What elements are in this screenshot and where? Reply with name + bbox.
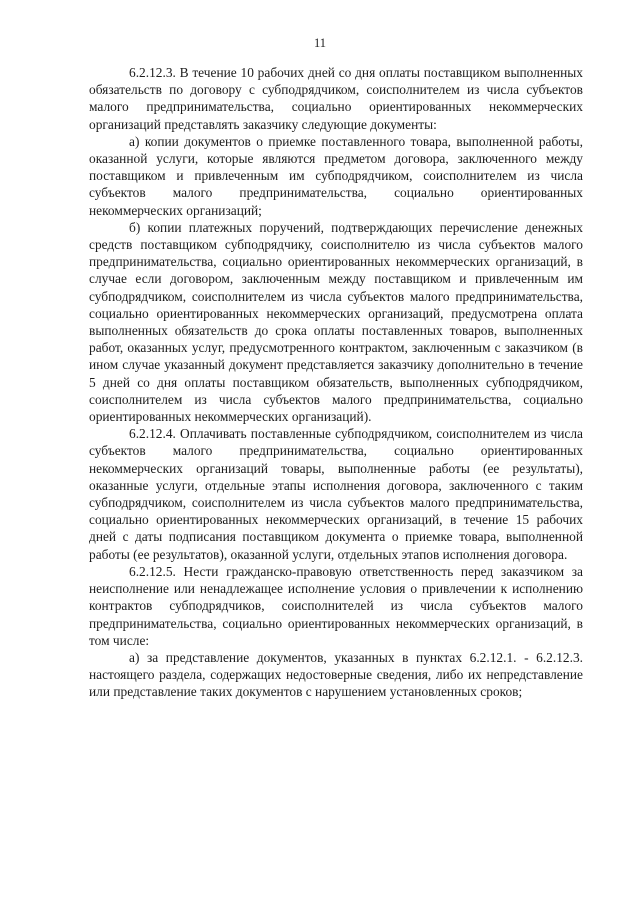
- paragraph-item-a-copies-acceptance: а) копии документов о приемке поставленного товара, выполненной работы, оказанной услуги, которые являются предметом договора, заключенного между поставщиком и привлеченным им субподрядчиком, соисполнителем из числа субъектов малого предпринимательства, социально ориентированных некоммерческих организаций;: [89, 133, 583, 218]
- paragraph-item-b-payment-orders: б) копии платежных поручений, подтверждающих перечисление денежных средств поставщиком субподрядчику, соисполнителю из числа субъектов малого предпринимательства, социально ориентированных некоммерческих организаций, в случае если договором, заключенным между поставщиком и привлеченным им субподрядчиком, соисполнителем из числа субъектов малого предпринимательства, социально ориентированных некоммерческих организаций, предусмотрена оплата выполненных обязательств до срока оплаты поставленных товаров, выполненных работ, оказанных услуг, предусмотренного контрактом, заключенным с заказчиком (в ином случае указанный документ представляется заказчику дополнительно в течение 5 дней со дня оплаты поставщиком обязательств, выполненных субподрядчиком, соисполнителем из числа субъектов малого предпринимательства, социально ориентированных некоммерческих организаций).: [89, 219, 583, 425]
- paragraph-6-2-12-4: 6.2.12.4. Оплачивать поставленные субподрядчиком, соисполнителем из числа субъектов малого предпринимательства, социально ориентированных некоммерческих организаций товары, выполненные работы (ее результаты), оказанные услуги, отдельные этапы исполнения договора, заключенного с таким субподрядчиком, соисполнителем из числа субъектов малого предпринимательства, социально ориентированных некоммерческих организаций, в течение 15 рабочих дней с даты подписания поставщиком документа о приемке товара, выполненной работы (ее результатов), оказанной услуги, отдельных этапов исполнения договора.: [89, 426, 583, 562]
- paragraph-item-a-documents-responsibility: а) за представление документов, указанных в пунктах 6.2.12.1. - 6.2.12.3. настоящего раздела, содержащих недостоверные сведения, либо их непредставление или представление таких документов с нарушением установленных сроков;: [89, 649, 583, 700]
- document-body: [89, 64, 583, 701]
- paragraph-6-2-12-3: 6.2.12.3. В течение 10 рабочих дней со дня оплаты поставщиком выполненных обязательств по договору с субподрядчиком, соисполнителем из числа субъектов малого предпринимательства, социально ориентированных некоммерческих организаций представлять заказчику следующие документы:: [89, 65, 583, 132]
- page-number: 11: [313, 36, 327, 50]
- paragraph-6-2-12-5: 6.2.12.5. Нести гражданско-правовую ответственность перед заказчиком за неисполнение или ненадлежащее исполнение условия о привлечении к исполнению контрактов субподрядчиков, соисполнителей из числа субъектов малого предпринимательства, социально ориентированных некоммерческих организаций, в том числе:: [89, 563, 583, 648]
